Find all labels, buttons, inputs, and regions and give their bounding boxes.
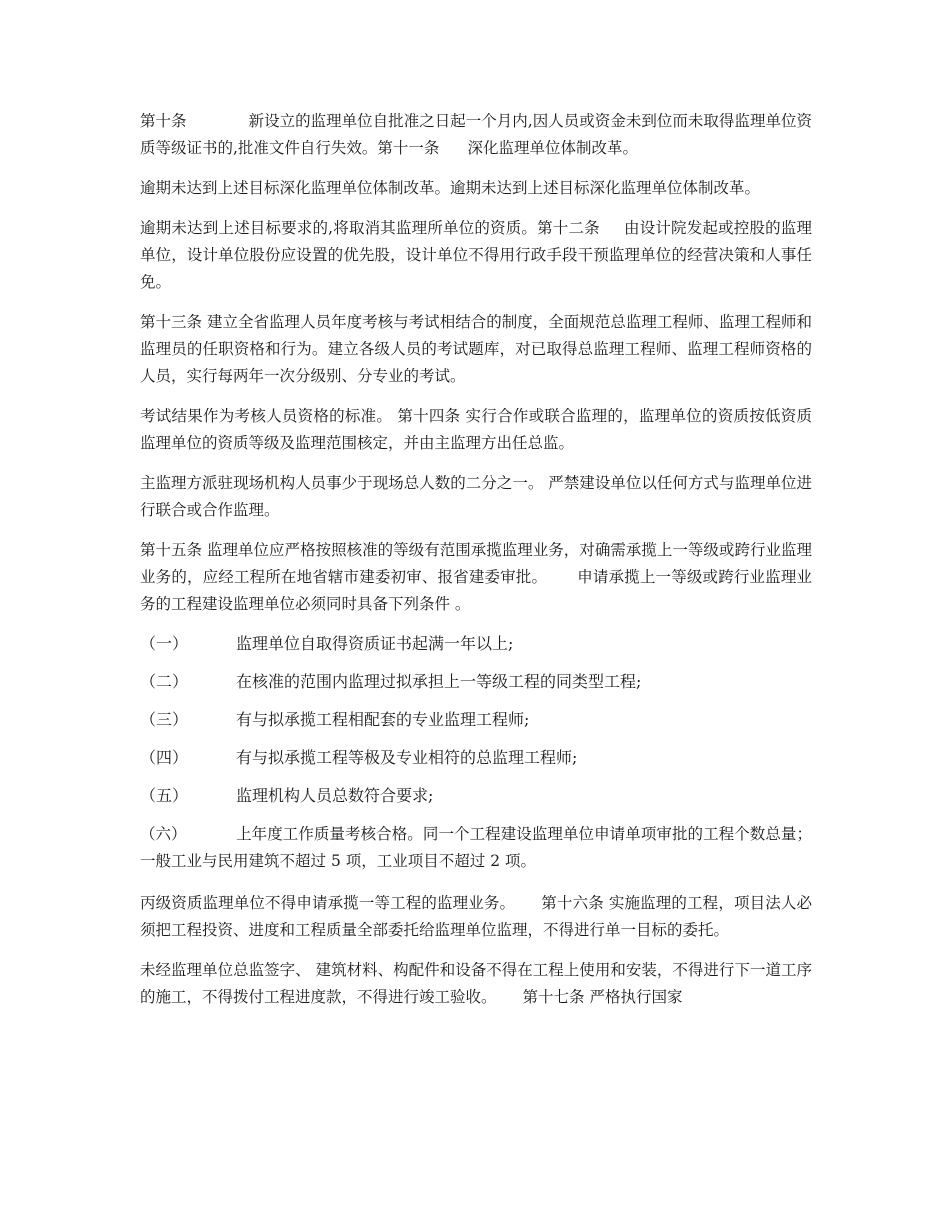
list-item-number: （三） (140, 710, 189, 729)
paragraph-article-12: 逾期未达到上述目标要求的,将取消其监理所单位的资质。第十二条 由设计院发起或控股的监理单位，设计单位股份应设置的优先股，设计单位不得用行政手段干预监理单位的经营决策和人事任免。 (140, 219, 812, 291)
list-item-number: （五） (140, 786, 189, 805)
list-item-text: 监理单位自取得资质证书起满一年以上; (236, 634, 514, 653)
list-item-text: 在核准的范围内监理过拟承担上一等级工程的同类型工程; (236, 672, 642, 691)
list-item-six: （六） 上年度工作质量考核合格。同一个工程建设监理单位申请单项审批的工程个数总量；一般工业与民用建筑不超过 5 项，工业项目不超过 2 项。 (140, 821, 812, 875)
list-item-number: （六） (140, 825, 187, 843)
document-body (140, 108, 812, 1024)
list-item-number: （二） (140, 672, 189, 691)
paragraph-joint-supervision: 主监理方派驻现场机构人员事少于现场总人数的二分之一。 严禁建设单位以任何方式与监理单位进行联合或合作监理。 (140, 474, 812, 519)
paragraph-article-17: 未经监理单位总监签字、 建筑材料、构配件和设备不得在工程上使用和安装，不得进行下一道工序的施工，不得拨付工程进度款，不得进行竣工验收。 第十七条 严格执行国家 (140, 961, 812, 1006)
list-item (140, 707, 812, 730)
paragraph-reform-repeat: 逾期未达到上述目标深化监理单位体制改革。逾期未达到上述目标深化监理单位体制改革。 (140, 179, 761, 197)
list-item (140, 821, 812, 875)
list-item-number: （四） (140, 748, 189, 767)
list-item (140, 631, 812, 654)
list-item-text: 监理机构人员总数符合要求; (236, 786, 434, 805)
list-item-text: 有与拟承揽工程等极及专业相符的总监理工程师; (236, 748, 578, 767)
list-item (140, 783, 812, 806)
paragraph-article-10: 第十条 新设立的监理单位自批准之日起一个月内,因人员或资金未到位而未取得监理单位资质等级证书的,批准文件自行失效。第十一条 深化监理单位体制改革。 (140, 112, 812, 157)
paragraph-article-13: 第十三条 建立全省监理人员年度考核与考试相结合的制度，全面规范总监理工程师、监理工程师和监理员的任职资格和行为。建立各级人员的考试题库，对已取得总监理工程师、监理工程师资格的人员，实行每两年一次分级别、分专业的考试。 (140, 313, 812, 385)
list-item (140, 745, 812, 768)
list-item (140, 669, 812, 692)
conditions-list (140, 631, 812, 875)
paragraph-article-16: 丙级资质监理单位不得申请承揽一等工程的监理业务。 第十六条 实施监理的工程，项目法人必须把工程投资、进度和工程质量全部委托给监理单位监理，不得进行单一目标的委托。 (140, 894, 812, 939)
list-item-text: 有与拟承揽工程相配套的专业监理工程师; (236, 710, 530, 729)
paragraph-article-14: 考试结果作为考核人员资格的标准。 第十四条 实行合作或联合监理的，监理单位的资质按低资质监理单位的资质等级及监理范围核定，并由主监理方出任总监。 (140, 407, 812, 452)
list-item-number: （一） (140, 634, 189, 653)
paragraph-article-15: 第十五条 监理单位应严格按照核准的等级有范围承揽监理业务，对确需承揽上一等级或跨行业监理业务的，应经工程所在地省辖市建委初审、报省建委审批。 申请承揽上一等级或跨行业监理业务的工程建设监理单位必须同时具备下列条件 。 (140, 541, 812, 613)
